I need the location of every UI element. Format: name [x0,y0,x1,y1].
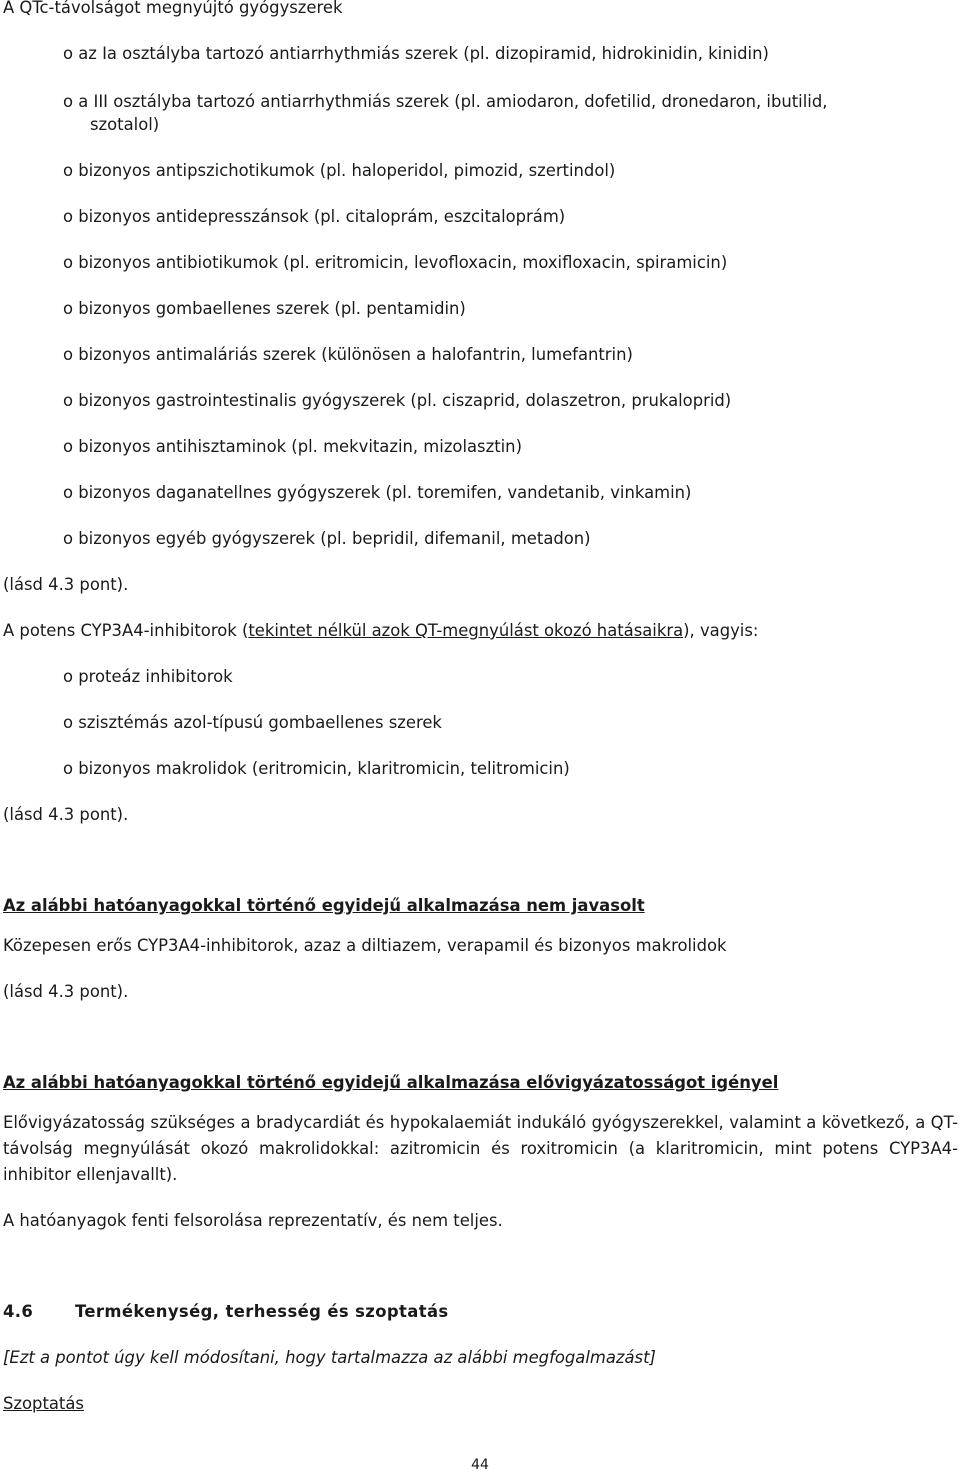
list-item: o bizonyos antibiotikumok (pl. eritromicin, levofloxacin, moxifloxacin, spiramicin) [63,253,728,272]
list-item: o bizonyos antihisztaminok (pl. mekvitazin, mizolasztin) [63,437,522,456]
note-text: A hatóanyagok fenti felsorolása reprezentatív, és nem teljes. [3,1211,503,1230]
list-item: o bizonyos gastrointestinalis gyógyszerek (pl. ciszaprid, dolaszetron, prukaloprid) [63,391,732,410]
section-number: 4.6 [3,1302,34,1321]
section-title: A QTc-távolságot megnyújtó gyógyszerek [3,0,343,17]
section-number-heading [3,1302,449,1322]
list-item: o bizonyos egyéb gyógyszerek (pl. bepridil, difemanil, metadon) [63,529,591,548]
list-item: o szisztémás azol-típusú gombaellenes szerek [63,713,442,732]
list-item: o bizonyos daganatellnes gyógyszerek (pl. toremifen, vandetanib, vinkamin) [63,483,692,502]
list-item: o bizonyos gombaellenes szerek (pl. pentamidin) [63,299,466,318]
list-item: o proteáz inhibitorok [63,667,233,686]
list-item: o a III osztályba tartozó antiarrhythmiás szerek (pl. amiodaron, dofetilid, dronedaron, ibutilid, [63,92,828,111]
reference-text: (lásd 4.3 pont). [3,982,129,1001]
list-item: o bizonyos makrolidok (eritromicin, klaritromicin, telitromicin) [63,759,570,778]
intro-prefix: A potens CYP3A4-inhibitorok ( [3,621,249,640]
section-title: Termékenység, terhesség és szoptatás [75,1302,449,1321]
intro-suffix: ), vagyis: [683,621,759,640]
body-paragraph: Elővigyázatosság szükséges a bradycardiát és hypokalaemiát indukáló gyógyszerekkel, valamint a következő, a QT-távolság megnyúlását okozó makrolidokkal: azitromicin és roxitromicin (a klaritromicin, mint potens CYP3A4-inhibitor ellenjavallt). [3,1113,958,1184]
reference-text: (lásd 4.3 pont). [3,575,129,594]
list-item: o bizonyos antidepresszánsok (pl. citaloprám, eszcitaloprám) [63,207,566,226]
list-item: o az Ia osztályba tartozó antiarrhythmiás szerek (pl. dizopiramid, hidrokinidin, kinidin) [63,44,769,63]
section-heading: Az alábbi hatóanyagokkal történő egyidejű alkalmazása elővigyázatosságot igényel [3,1073,779,1092]
intro-underlined: tekintet nélkül azok QT-megnyúlást okozó hatásaikra [248,621,684,640]
subheading-text: Szoptatás [3,1394,84,1413]
reference-text: (lásd 4.3 pont). [3,805,129,824]
list-item: o bizonyos antipszichotikumok (pl. haloperidol, pimozid, szertindol) [63,161,616,180]
page-number: 44 [471,1457,489,1473]
cyp3a4-intro [3,621,758,641]
body-text: Közepesen erős CYP3A4-inhibitorok, azaz a diltiazem, verapamil és bizonyos makrolidok [3,936,727,955]
list-item: o bizonyos antimaláriás szerek (különösen a halofantrin, lumefantrin) [63,345,633,364]
list-item-continuation: szotalol) [90,115,160,134]
section-heading: Az alábbi hatóanyagokkal történő egyidejű alkalmazása nem javasolt [3,896,645,915]
instruction-text: [Ezt a pontot úgy kell módosítani, hogy tartalmazza az alábbi megfogalmazást] [3,1348,656,1367]
